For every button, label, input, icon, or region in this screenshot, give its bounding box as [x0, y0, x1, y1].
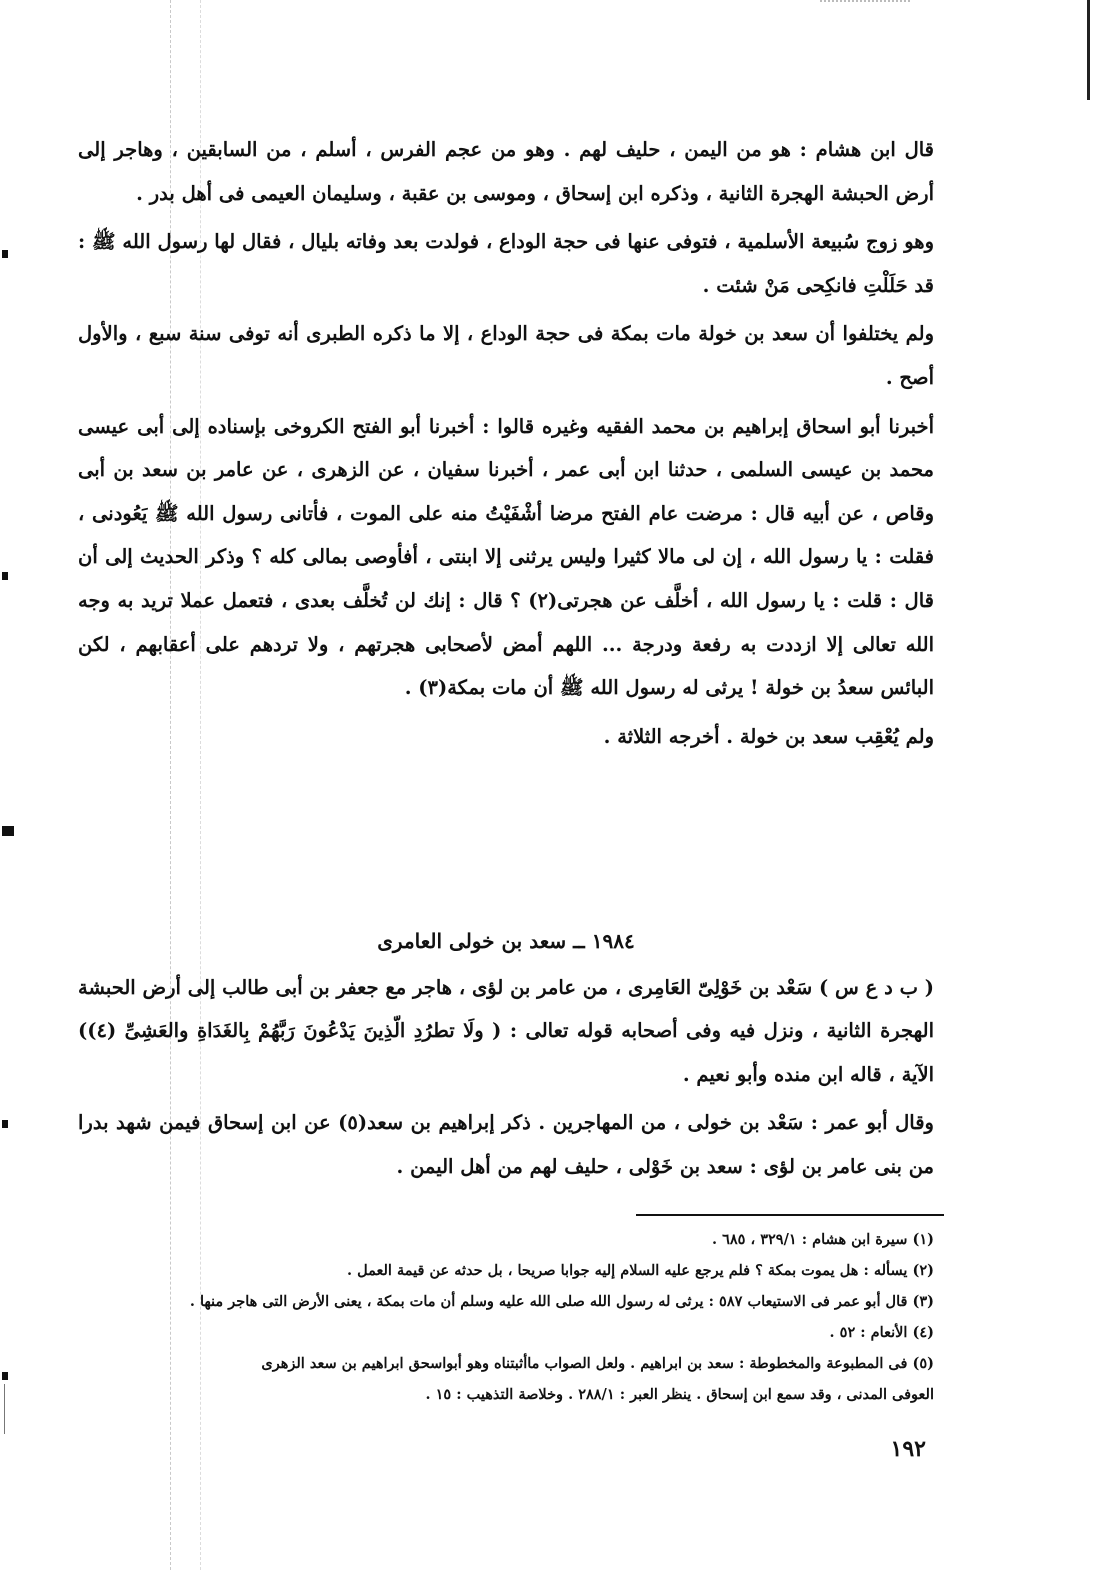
page-number: ١٩٢	[890, 1436, 926, 1462]
paragraph: أخبرنا أبو اسحاق إبراهيم بن محمد الفقيه وغيره قالوا : أخبرنا أبو الفتح الكروخى بإسناده إلى أبى عيسى محمد بن عيسى السلمى ، حدثنا ابن أبى عمر ، أخبرنا سفيان ، عن الزهرى ، عن عامر بن سعد بن أبى وقاص ، عن أبيه قال : مرضت عام الفتح مرضا أشْفَيْتُ منه على الموت ، فأتانى رسول الله ﷺ يَعُودنى ، فقلت : يا رسول الله ، إن لى مالا كثيرا وليس يرثنى إلا ابنتى ، أفأوصى بمالى كله ؟ وذكر الحديث إلى أن قال : قلت : يا رسول الله ، أخلَّف عن هجرتى(٢) ؟ قال : إنك لن تُخلَّف بعدى ، فتعمل عملا تريد به وجه الله تعالى إلا ازددت به رفعة ودرجة ... اللهم أمض لأصحابى هجرتهم ، ولا تردهم على أعقابهم ، لكن البائس سعدُ بن خولة ! يرثى له رسول الله ﷺ أن مات بمكة(٣) .	[78, 414, 934, 700]
margin-mark	[2, 250, 8, 258]
entry-section	[78, 920, 934, 1189]
footnote: (٥) فى المطبوعة والمخطوطة : سعد بن ابراهيم . ولعل الصواب ماأثبتناه وهو أبواسحق ابراهيم بن سعد الزهرى	[261, 1355, 934, 1372]
body-text	[78, 128, 934, 758]
footnote: (١) سيرة ابن هشام : ٣٢٩/١ ، ٦٨٥ .	[711, 1231, 934, 1248]
scan-corner-mark	[1087, 0, 1104, 100]
margin-rule	[4, 1384, 5, 1434]
paragraph: ولم يختلفوا أن سعد بن خولة مات بمكة فى حجة الوداع ، إلا ما ذكره الطبرى أنه توفى سنة سبع ، والأول أصح .	[78, 322, 934, 389]
footnotes	[78, 1224, 934, 1410]
paragraph: ( ب د ع س ) سَعْد بن خَوْلِىّ العَامِرى ، من عامر بن لؤى ، هاجر مع جعفر بن أبى طالب إلى أرض الحبشة الهجرة الثانية ، ونزل فيه وفى أصحابه قوله تعالى : ( ولَا تطرُدِ الّذِينَ يَدْعُونَ رَبَّهُمْ بِالغَدَاةِ والعَشِىِّ (٤)) الآية ، قاله ابن منده وأبو نعيم .	[78, 975, 934, 1086]
paragraph: وقال أبو عمر : سَعْد بن خولى ، من المهاجرين . ذكر إبراهيم بن سعد(٥) عن ابن إسحاق فيمن شهد بدرا من بنى عامر بن لؤى : سعد بن خَوْلى ، حليف لهم من أهل اليمن .	[78, 1111, 934, 1178]
footnote: (٤) الأنعام : ٥٢ .	[829, 1324, 934, 1341]
margin-mark	[2, 826, 14, 836]
entry-title: ١٩٨٤ ــ سعد بن خولى العامرى	[377, 929, 635, 953]
footnote: (٢) يسأله : هل يموت بمكة ؟ فلم يرجع عليه السلام إليه جوابا صريحا ، بل حدثه عن قيمة العمل .	[347, 1262, 934, 1279]
margin-mark	[2, 1120, 8, 1128]
margin-mark	[2, 572, 8, 580]
margin-mark	[2, 1372, 8, 1380]
footnote-separator	[636, 1214, 944, 1216]
scan-margin-marks	[0, 0, 12, 1570]
scan-top-smudge	[820, 0, 910, 8]
paragraph: وهو زوج سُبيعة الأسلمية ، فتوفى عنها فى حجة الوداع ، فولدت بعد وفاته بليال ، فقال لها رسول الله ﷺ : قد حَلَلْتِ فانكِحى مَنْ شئت .	[78, 230, 934, 297]
footnote: العوفى المدنى ، وقد سمع ابن إسحاق . ينظر العبر : ٢٨٨/١ . وخلاصة التذهيب : ١٥ .	[425, 1386, 934, 1403]
footnote: (٣) قال أبو عمر فى الاستيعاب ٥٨٧ : يرثى له رسول الله صلى الله عليه وسلم أن مات بمكة ، يعنى الأرض التى هاجر منها .	[189, 1293, 934, 1310]
paragraph: ولم يُعْقِب سعد بن خولة . أخرجه الثلاثة .	[603, 724, 934, 748]
paragraph: قال ابن هشام : هو من اليمن ، حليف لهم . وهو من عجم الفرس ، أسلم ، من السابقين ، وهاجر إلى أرض الحبشة الهجرة الثانية ، وذكره ابن إسحاق ، وموسى بن عقبة ، وسليمان العيمى فى أهل بدر .	[78, 138, 934, 205]
